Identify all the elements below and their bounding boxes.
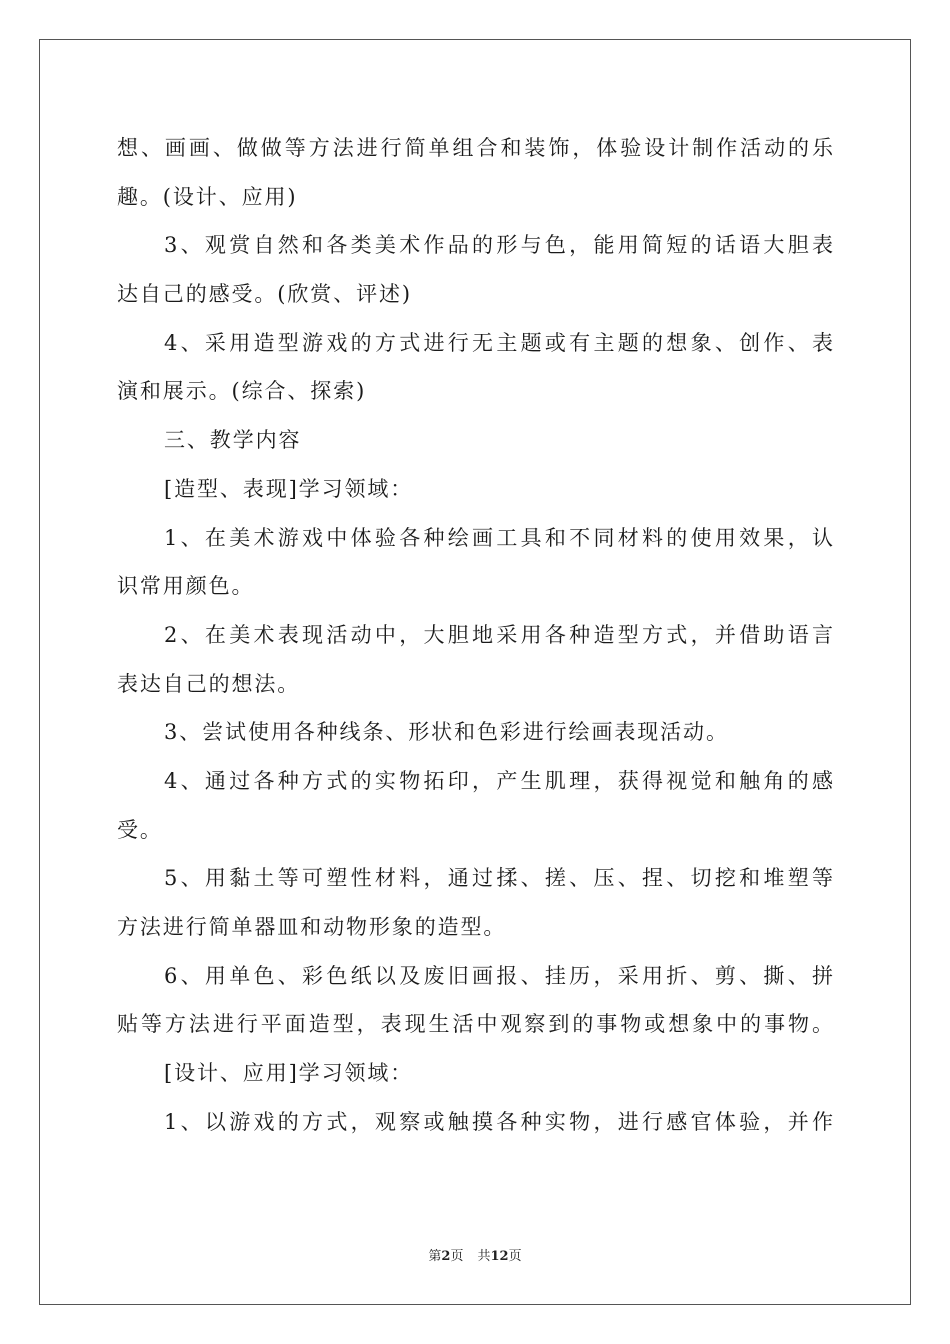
body-line: 3、观赏自然和各类美术作品的形与色，能用简短的话语大胆表 bbox=[164, 233, 833, 258]
body-line: 1、在美术游戏中体验各种绘画工具和不同材料的使用效果，认 bbox=[164, 525, 833, 550]
footer-total-prefix: 共 bbox=[477, 1249, 491, 1264]
body-line: 3、尝试使用各种线条、形状和色彩进行绘画表现活动。 bbox=[164, 720, 729, 745]
body-line: 方法进行简单器皿和动物形象的造型。 bbox=[117, 915, 507, 939]
body-line: 识常用颜色。 bbox=[117, 574, 255, 599]
body-line: 5、用黏土等可塑性材料，通过揉、搓、压、捏、切挖和堆塑等 bbox=[164, 866, 833, 891]
document-body bbox=[117, 124, 833, 1146]
body-line: 4、采用造型游戏的方式进行无主题或有主题的想象、创作、表 bbox=[164, 330, 833, 355]
page-footer bbox=[0, 1245, 950, 1264]
current-page-number: 2 bbox=[441, 1249, 451, 1264]
body-line: 达自己的感受。(欣赏、评述) bbox=[117, 282, 412, 307]
subsection-heading: [设计、应用]学习领域： bbox=[164, 1061, 414, 1086]
body-line: 贴等方法进行平面造型，表现生活中观察到的事物或想象中的事物。 bbox=[117, 1012, 833, 1037]
body-line: 趣。(设计、应用) bbox=[117, 184, 298, 209]
body-line: 演和展示。(综合、探索) bbox=[117, 379, 367, 404]
footer-total-suffix: 页 bbox=[508, 1249, 522, 1264]
body-line: 想、画画、做做等方法进行简单组合和装饰，体验设计制作活动的乐 bbox=[117, 136, 833, 160]
body-line: 1、以游戏的方式，观察或触摸各种实物，进行感官体验，并作 bbox=[164, 1109, 833, 1134]
body-line: 受。 bbox=[117, 817, 163, 842]
body-line: 2、在美术表现活动中，大胆地采用各种造型方式，并借助语言 bbox=[164, 622, 833, 647]
footer-page-suffix: 页 bbox=[450, 1249, 464, 1264]
body-line: 6、用单色、彩色纸以及废旧画报、挂历，采用折、剪、撕、拼 bbox=[164, 963, 833, 988]
section-heading: 三、教学内容 bbox=[164, 428, 302, 453]
body-line: 表达自己的想法。 bbox=[117, 671, 301, 696]
body-line: 4、通过各种方式的实物拓印，产生肌理，获得视觉和触角的感 bbox=[164, 768, 833, 793]
footer-prefix: 第 bbox=[428, 1249, 442, 1264]
subsection-heading: [造型、表现]学习领域： bbox=[164, 476, 414, 501]
total-pages-number: 12 bbox=[490, 1249, 509, 1264]
